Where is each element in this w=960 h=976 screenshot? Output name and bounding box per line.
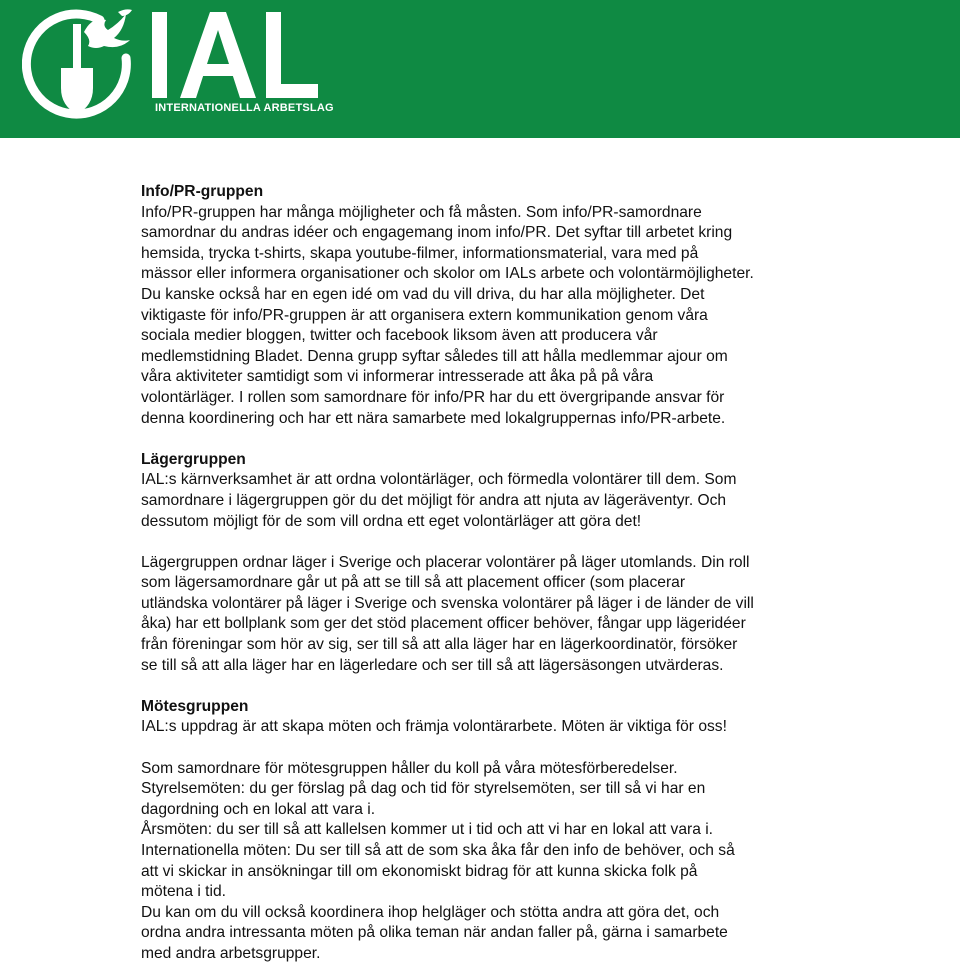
text-line: denna koordinering och har ett nära samarbete med lokalgruppernas info/PR-arbete. [141,409,726,427]
section-heading: Info/PR-gruppen [141,183,264,200]
section-heading: Lägergruppen [141,450,246,468]
logo-subtitle: INTERNATIONELLA ARBETSLAG [155,102,334,114]
text-line: utländska volontärer på läger i Sverige och svenska volontärer på läger i de länder de vill [141,594,754,612]
text-line: sociala medier bloggen, twitter och facebook liksom även att producera vår [141,327,658,345]
paragraph [141,759,841,965]
text-line: mötena i tid. [141,883,226,901]
paragraph [141,717,841,738]
text-line: ordna andra intressanta möten på olika teman när andan faller på, gärna i samarbete [141,924,728,942]
text-line: att vi skickar in ansökningar till om ekonomiskt bidrag för att kunna skicka folk på [141,862,698,880]
text-line: Du kanske också har en egen idé om vad du vill driva, du har alla möjligheter. Det [141,285,705,303]
text-line: dagordning och en lokal att vara i. [141,800,376,818]
text-line: som lägersamordnare går ut på att se till så att placement officer (som placerar [141,574,686,592]
text-line: dessutom möjligt för de som vill ordna ett eget volontärläger att göra det! [141,512,642,530]
text-line: mässor eller informera organisationer och skolor om IALs arbete och volontärmöjligheter. [141,265,754,283]
paragraph [141,203,841,430]
document-body [141,182,841,965]
section-heading: Mötesgruppen [141,697,249,715]
text-line: Styrelsemöten: du ger förslag på dag och tid för styrelsemöten, ser till så vi har en [141,780,706,798]
text-line: Som samordnare för mötesgruppen håller du koll på våra mötesförberedelser. [141,759,678,777]
section-lagergruppen [141,450,841,677]
text-line: IAL:s uppdrag är att skapa möten och främja volontärarbete. Möten är viktiga för oss! [141,718,727,736]
text-line: Årsmöten: du ser till så att kallelsen kommer ut i tid och att vi har en lokal att vara i. [141,821,714,839]
header-banner [0,0,960,138]
text-line: Du kan om du vill också koordinera ihop helgläger och stötta andra att göra det, och [141,903,720,921]
text-line: med andra arbetsgrupper. [141,944,321,962]
text-line: medlemstidning Bladet. Denna grupp syftar således till att hålla medlemmar ajour om [141,347,728,365]
logo-emblem [22,6,134,124]
logo-wordmark [150,2,320,110]
text-line: Internationella möten: Du ser till så att de som ska åka får den info de behöver, och så [141,842,735,859]
text-line: viktigaste för info/PR-gruppen är att organisera extern kommunikation genom våra [141,306,708,324]
text-line: Info/PR-gruppen har många möjligheter och få måsten. Som info/PR-samordnare [141,203,702,221]
paragraph [141,470,841,532]
text-line: samordnare i lägergruppen gör du det möjligt för andra att njuta av lägeräventyr. Och [141,491,727,509]
text-line: samordnar du andras idéer och engagemang inom info/PR. Det syftar till arbetet kring [141,224,733,242]
section-info-pr [141,182,841,429]
shovel-icon [61,24,93,114]
text-line: se till så att alla läger har en lägerledare och ser till så att lägersäsongen utvärderas. [141,656,724,674]
section-motesgruppen [141,697,841,965]
paragraph [141,553,841,677]
text-line: volontärläger. I rollen som samordnare för info/PR har du ett övergripande ansvar för [141,388,725,406]
text-line: från föreningar som hör av sig, ser till så att alla läger har en lägerkoordinatör, försöker [141,636,738,654]
text-line: hemsida, trycka t-shirts, skapa youtube-filmer, informationsmaterial, vara med på [141,244,699,262]
text-line: våra aktiviteter samtidigt som vi informerar intresserade att åka på på våra [141,368,654,386]
text-line: åka) har ett bollplank som ger det stöd placement officer behöver, fångar upp lägeridéer [141,615,746,633]
text-line: Lägergruppen ordnar läger i Sverige och placerar volontärer på läger utomlands. Din roll [141,553,750,571]
text-line: IAL:s kärnverksamhet är att ordna volontärläger, och förmedla volontärer till dem. Som [141,471,737,489]
